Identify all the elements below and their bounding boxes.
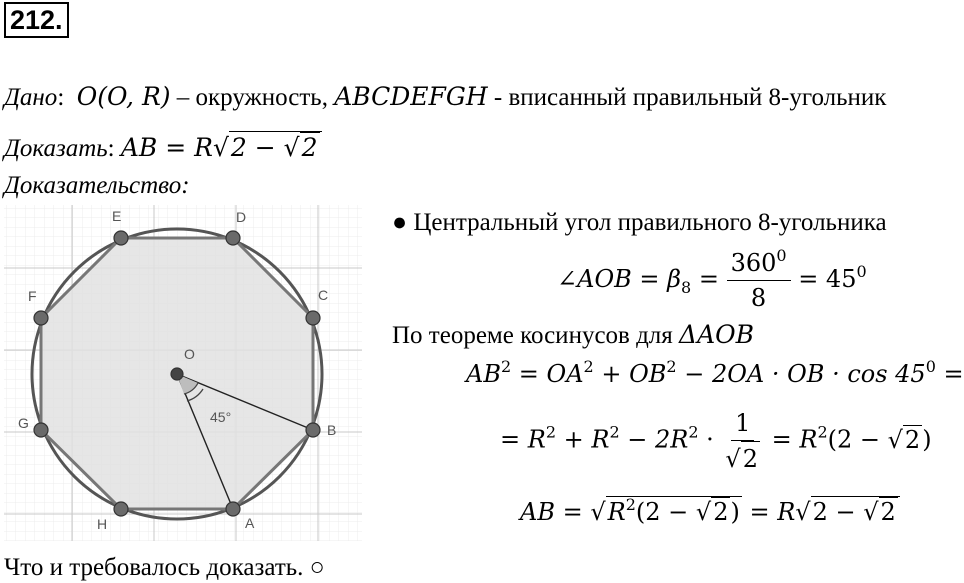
point-g: [34, 423, 48, 437]
eq3-inner-r: R: [607, 498, 626, 526]
label-angle: 45°: [210, 409, 232, 425]
eq3-sup: 2: [625, 495, 636, 514]
eq2-denom-rad: 2: [741, 441, 760, 476]
label-b: B: [327, 422, 337, 438]
eq1-oa: = OA: [511, 360, 584, 388]
eq2-minus: − 2R: [619, 425, 689, 454]
eq2-numer: 1: [731, 406, 754, 441]
angle-eq-sub: 8: [681, 278, 692, 297]
eq2-fraction: $\frac{1}{√2}$: [721, 406, 764, 476]
point-o: [171, 368, 183, 380]
angle-eq-numer-sup: 0: [776, 246, 787, 265]
eq3-sqrt-1: $√R^2(2 - √2)$: [590, 495, 740, 526]
eq2-sup-1: 2: [545, 422, 556, 442]
eq3-lhs: AB =: [520, 498, 591, 526]
eq1-sup-3: 2: [666, 357, 677, 376]
cos-triangle: ΔAOB: [679, 320, 755, 349]
label-e: E: [112, 208, 122, 224]
central-angle-text: Центральный угол правильного 8-угольника: [413, 209, 887, 236]
point-h: [114, 502, 128, 516]
eq1-deg: 0: [925, 357, 936, 376]
eq3-inner-close: ): [730, 498, 740, 526]
bullet: ●: [392, 209, 408, 236]
prove-line: [4, 131, 322, 164]
eq2-rad: 2: [904, 425, 921, 454]
equation-2: = $R^2 + R^2 - 2R^2$ · $\frac{1}{√2}$ = $R^2(2 - √2)$: [500, 406, 932, 476]
eq3-rad-a: 2 −: [812, 498, 864, 526]
angle-equation: [557, 246, 867, 315]
eq3-sqrt-2: √2 − √2: [795, 496, 900, 526]
eq1-two: − 2OA · OB · cos 45: [676, 360, 926, 388]
eq3-inner-rad: 2: [713, 498, 729, 526]
point-a: [226, 502, 240, 516]
eq1-ab: AB: [466, 360, 501, 388]
octagon-figure: [4, 205, 362, 541]
angle-eq-fraction: [727, 246, 791, 315]
point-d: [226, 231, 240, 245]
eq2-sup-4: 2: [817, 422, 828, 442]
given-line: [4, 82, 886, 113]
angle-eq-eq: =: [691, 265, 727, 293]
eq1-ob: + OB: [593, 360, 667, 388]
angle-eq-denom: 8: [750, 284, 767, 312]
cos-theorem-text: По теореме косинусов для: [392, 322, 680, 349]
label-o: O: [184, 346, 195, 362]
eq1-sup-2: 2: [583, 357, 594, 376]
conclusion: Что и требовалось доказать. ○: [4, 554, 325, 581]
prove-radicand-a: 2 −: [230, 133, 284, 162]
prove-lhs: AB = R: [120, 133, 213, 162]
label-d: D: [236, 209, 247, 225]
point-b: [306, 423, 320, 437]
angle-eq-lhs: ∠AOB = β: [557, 265, 681, 293]
label-c: C: [318, 287, 329, 303]
label-a: A: [245, 515, 255, 531]
point-f: [34, 311, 48, 325]
given-circle: O(O, R): [76, 82, 171, 111]
prove-sqrt: √2 − √2: [213, 131, 322, 163]
eq1-sup-1: 2: [500, 357, 512, 376]
eq1-tail: =: [935, 360, 964, 388]
angle-eq-rhs-sup: 0: [856, 262, 867, 281]
proof-label: Доказательство:: [4, 172, 190, 199]
label-f: F: [28, 288, 37, 304]
problem-number: 212.: [4, 2, 69, 38]
eq3-rad-b: 2: [880, 498, 896, 526]
given-desc: - вписанный правильный 8-угольник: [487, 84, 887, 111]
point-c: [306, 311, 320, 325]
given-label: Дано: [4, 84, 58, 111]
equation-3: [520, 496, 900, 526]
equation-1: [466, 357, 964, 388]
eq2-eq: = R: [764, 425, 818, 454]
angle-eq-rhs: = 45: [790, 265, 857, 293]
cos-theorem-line: [392, 320, 754, 351]
point-e: [114, 231, 128, 245]
eq3-inner: (2 −: [635, 498, 696, 526]
eq2-sup-2: 2: [609, 422, 620, 442]
eq2-close: ): [922, 425, 932, 454]
given-colon: :: [57, 84, 65, 111]
given-dash-text: – окружность,: [170, 84, 335, 111]
given-polygon: ABCDEFGH: [334, 82, 488, 111]
eq2-open: (2 −: [827, 425, 888, 454]
eq2-sup-3: 2: [688, 422, 699, 442]
prove-radicand-b: 2: [301, 133, 318, 162]
prove-label: Доказать: [4, 135, 108, 162]
eq2-dot: ·: [698, 425, 722, 454]
eq2-plus: + R: [556, 425, 610, 454]
prove-colon: :: [107, 135, 115, 162]
label-g: G: [18, 415, 29, 431]
angle-eq-numer: 360: [730, 249, 777, 277]
eq3-eq: = R: [741, 498, 796, 526]
label-h: H: [97, 516, 108, 532]
central-angle-line: [392, 208, 887, 238]
eq2-lead: = R: [500, 425, 546, 454]
